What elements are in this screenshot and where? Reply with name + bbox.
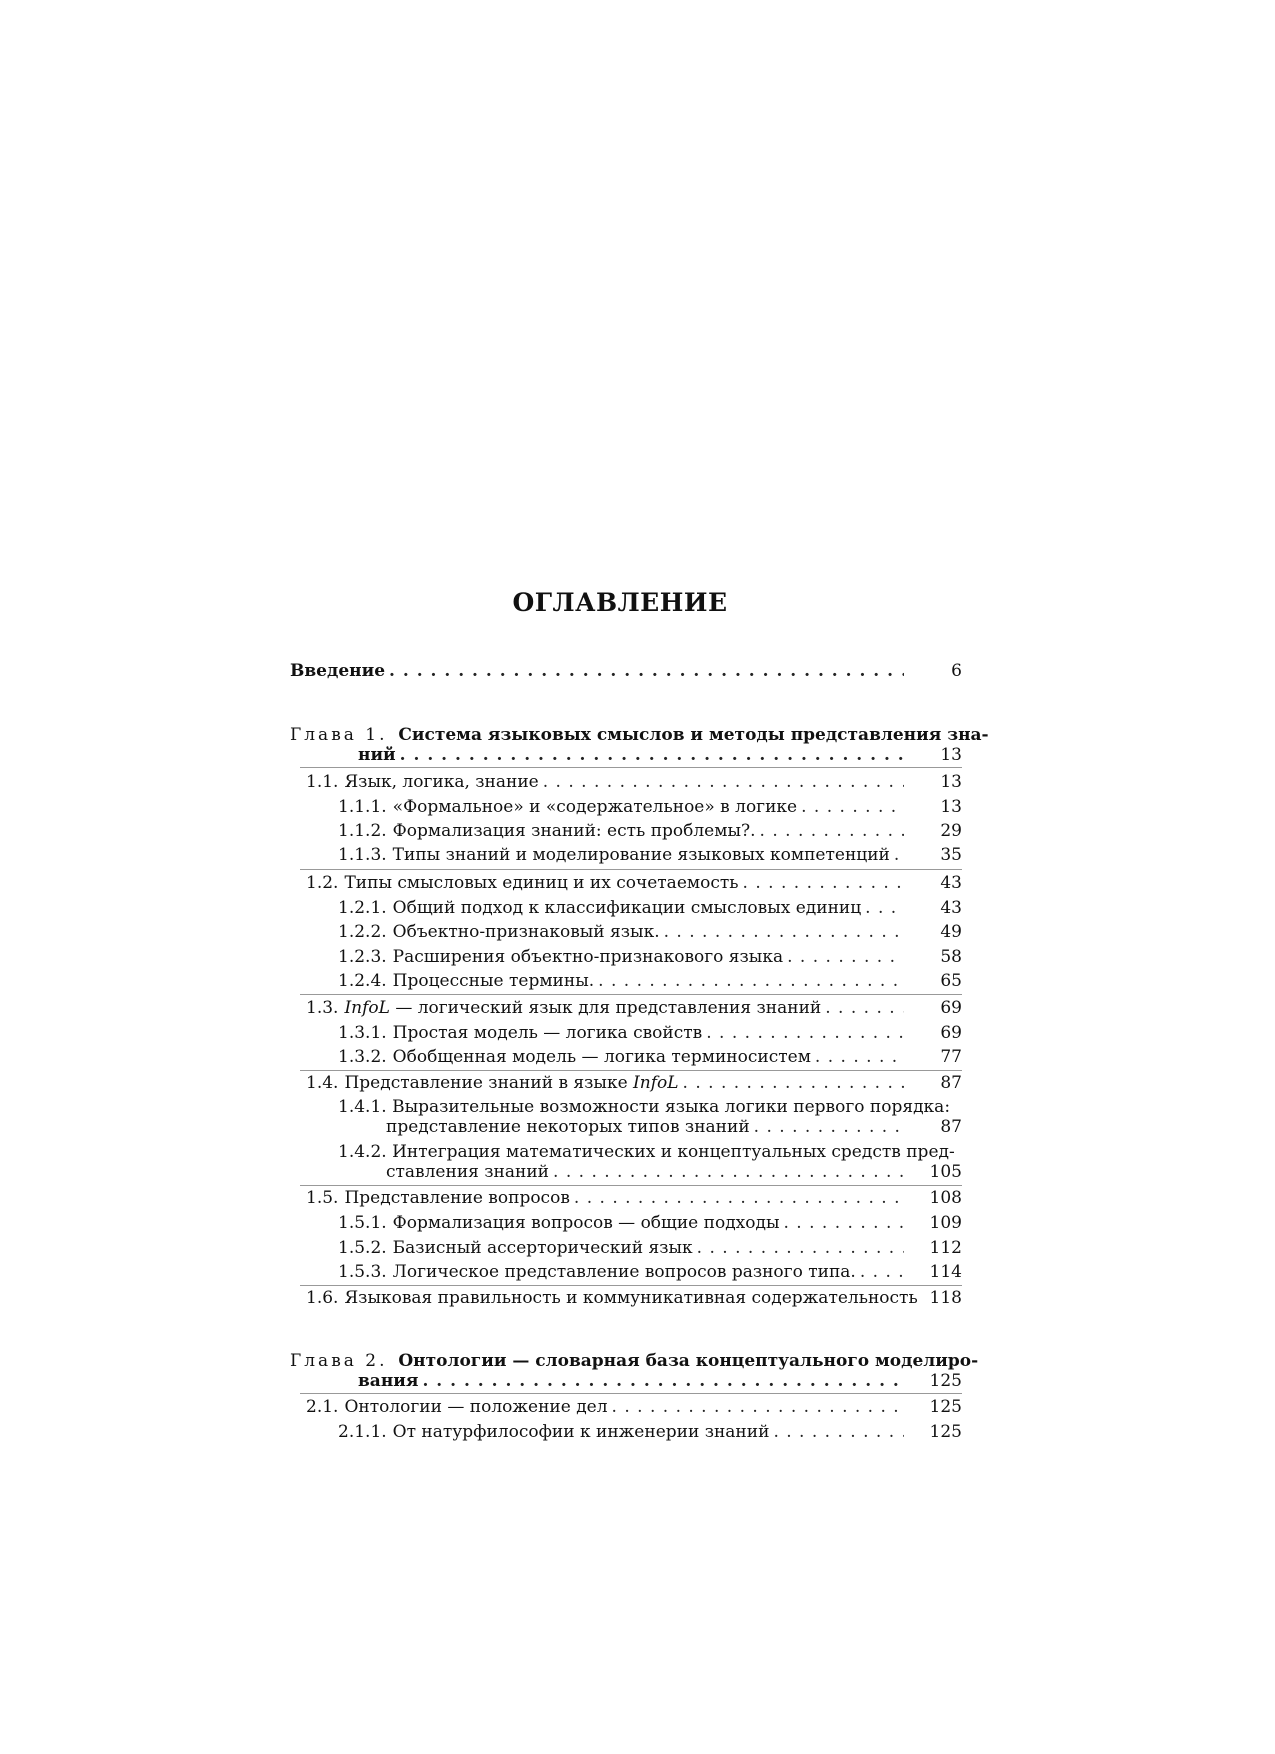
toc-entry-1-3-1[interactable]	[338, 1023, 962, 1043]
toc-page-number: 112	[929, 1238, 962, 1258]
section-title: Типы знаний и моделирование языковых компетенций	[392, 845, 890, 865]
divider	[300, 1393, 962, 1394]
section-number: 1.2.4.	[338, 971, 387, 991]
leader-dots	[612, 1397, 904, 1417]
divider	[300, 994, 962, 995]
leader-dots	[815, 1047, 904, 1067]
section-title: Объектно-признаковый язык.	[392, 922, 660, 942]
section-title	[344, 998, 821, 1018]
section-title: Языковая правильность и коммуникативная содержательность	[344, 1288, 918, 1308]
section-number: 1.1.	[306, 772, 339, 792]
section-title: Язык, логика, знание	[344, 772, 539, 792]
section-number: 1.1.3.	[338, 845, 387, 865]
toc-entry-2-1[interactable]	[306, 1397, 962, 1417]
chapter-title-line2: вания	[358, 1371, 419, 1391]
toc-page-number: 77	[940, 1047, 962, 1067]
leader-dots	[422, 1371, 904, 1391]
toc-entry-1-6[interactable]	[306, 1288, 962, 1308]
leader-dots	[787, 947, 904, 967]
leader-dots	[754, 1117, 904, 1137]
section-title: От натурфилософии к инженерии знаний	[392, 1422, 770, 1442]
toc-page-number: 13	[940, 772, 962, 792]
section-number: 1.4.	[306, 1073, 339, 1093]
toc-page-number: 69	[940, 998, 962, 1018]
toc-page-number: 65	[940, 971, 962, 991]
toc-entry-label: Введение	[290, 661, 386, 681]
section-title-rest: — логический язык для представления знаний	[389, 998, 822, 1018]
toc-page-number: 87	[940, 1073, 962, 1093]
leader-dots	[664, 922, 904, 942]
section-title: Общий подход к классификации смысловых единиц	[392, 898, 862, 918]
section-title: Представление вопросов	[344, 1188, 570, 1208]
leader-dots	[801, 797, 904, 817]
chapter-1-heading-line2[interactable]	[358, 745, 962, 765]
toc-entry-1-2-1[interactable]	[338, 898, 962, 918]
toc-page-number: 43	[940, 898, 962, 918]
toc-entry-1-1-1[interactable]	[338, 797, 962, 817]
toc-page-number: 114	[929, 1262, 962, 1282]
leader-dots	[400, 745, 904, 765]
leader-dots	[543, 772, 904, 792]
leader-dots	[773, 1422, 904, 1442]
toc-page-number: 13	[940, 797, 962, 817]
section-title	[344, 1073, 678, 1093]
chapter-2-heading-line2[interactable]	[358, 1371, 962, 1391]
section-title: «Формальное» и «содержательное» в логике	[392, 797, 798, 817]
toc-entry-1-4-1[interactable]	[386, 1117, 962, 1137]
toc-entry-1-2-4[interactable]	[338, 971, 962, 991]
toc-entry-1-4-1-line1[interactable]	[338, 1097, 950, 1117]
toc-page-number: 125	[929, 1422, 962, 1442]
chapter-title-line1: Онтологии — словарная база концептуального моделиро-	[398, 1351, 979, 1371]
toc-entry-1-4-2-line1[interactable]	[338, 1142, 955, 1162]
toc-entry-1-2-3[interactable]	[338, 947, 962, 967]
section-title: Формализация вопросов — общие подходы	[392, 1213, 780, 1233]
toc-page-number: 105	[929, 1162, 962, 1182]
divider	[300, 1285, 962, 1286]
toc-page-number: 108	[929, 1188, 962, 1208]
chapter-2-heading[interactable]	[290, 1351, 978, 1371]
toc-entry-1-5-2[interactable]	[338, 1238, 962, 1258]
leader-dots	[743, 873, 904, 893]
toc-page-number: 109	[929, 1213, 962, 1233]
section-number: 1.1.2.	[338, 821, 387, 841]
section-title: Процессные термины.	[392, 971, 595, 991]
section-title: представление некоторых типов знаний	[386, 1117, 750, 1137]
chapter-title-line2: ний	[358, 745, 396, 765]
section-number: 1.5.2.	[338, 1238, 387, 1258]
toc-entry-1-4-2[interactable]	[386, 1162, 962, 1182]
section-number: 1.2.2.	[338, 922, 387, 942]
section-number: 1.4.1.	[338, 1097, 387, 1117]
toc-entry-1-5[interactable]	[306, 1188, 962, 1208]
section-title: Онтологии — положение дел	[344, 1397, 608, 1417]
toc-page-number: 125	[929, 1371, 962, 1391]
page-title: ОГЛАВЛЕНИЕ	[512, 588, 728, 617]
section-number: 1.3.1.	[338, 1023, 387, 1043]
toc-page-number: 87	[940, 1117, 962, 1137]
toc-page-number: 29	[940, 821, 962, 841]
section-title-line1: Интеграция математических и концептуальных средств пред-	[392, 1142, 955, 1162]
leader-dots	[894, 845, 904, 865]
section-number: 2.1.	[306, 1397, 339, 1417]
section-title: Типы смысловых единиц и их сочетаемость	[344, 873, 739, 893]
toc-page-number: 69	[940, 1023, 962, 1043]
toc-entry-intro[interactable]	[290, 661, 962, 681]
leader-dots	[697, 1238, 904, 1258]
section-title: Логическое представление вопросов разного типа.	[392, 1262, 856, 1282]
toc-entry-1-3[interactable]	[306, 998, 962, 1018]
toc-page-number: 118	[929, 1288, 962, 1308]
toc-page-number: 125	[929, 1397, 962, 1417]
section-number: 1.3.2.	[338, 1047, 387, 1067]
section-title-italic: InfoL	[344, 998, 390, 1018]
toc-entry-1-1-3[interactable]	[338, 845, 962, 865]
toc-page-number: 58	[940, 947, 962, 967]
section-number: 1.2.	[306, 873, 339, 893]
toc-entry-1-2[interactable]	[306, 873, 962, 893]
toc-page-number: 13	[940, 745, 962, 765]
section-number: 1.5.3.	[338, 1262, 387, 1282]
section-number: 1.1.1.	[338, 797, 387, 817]
leader-dots	[865, 898, 904, 918]
section-title: Простая модель — логика свойств	[392, 1023, 703, 1043]
leader-dots	[760, 821, 904, 841]
section-number: 1.2.3.	[338, 947, 387, 967]
divider	[300, 1185, 962, 1186]
section-title: Формализация знаний: есть проблемы?.	[392, 821, 756, 841]
section-title: Базисный ассерторический язык	[392, 1238, 693, 1258]
toc-entry-1-1[interactable]	[306, 772, 962, 792]
divider	[300, 767, 962, 768]
toc-entry-1-3-2[interactable]	[338, 1047, 962, 1067]
chapter-prefix: Глава 2.	[290, 1351, 388, 1371]
section-number: 1.4.2.	[338, 1142, 387, 1162]
section-title-rest: Представление знаний в языке	[344, 1073, 634, 1093]
toc-page-number: 49	[940, 922, 962, 942]
leader-dots	[598, 971, 904, 991]
toc-entry-1-2-2[interactable]	[338, 922, 962, 942]
section-title: Расширения объектно-признакового языка	[392, 947, 784, 967]
leader-dots	[574, 1188, 904, 1208]
toc-entry-1-5-1[interactable]	[338, 1213, 962, 1233]
section-title-italic: InfoL	[633, 1073, 679, 1093]
toc-entry-2-1-1[interactable]	[338, 1422, 962, 1442]
section-number: 1.6.	[306, 1288, 339, 1308]
divider	[300, 869, 962, 870]
section-title: ставления знаний	[386, 1162, 550, 1182]
toc-entry-1-1-2[interactable]	[338, 821, 962, 841]
section-number: 1.5.1.	[338, 1213, 387, 1233]
toc-entry-1-5-3[interactable]	[338, 1262, 962, 1282]
section-title: Обобщенная модель — логика терминосистем	[392, 1047, 811, 1067]
toc-page-number: 6	[951, 661, 962, 681]
leader-dots	[389, 661, 904, 681]
toc-entry-1-4[interactable]	[306, 1073, 962, 1093]
section-number: 2.1.1.	[338, 1422, 387, 1442]
section-number: 1.3.	[306, 998, 339, 1018]
leader-dots	[784, 1213, 905, 1233]
leader-dots	[553, 1162, 904, 1182]
chapter-title-line1: Система языковых смыслов и методы представления зна-	[398, 725, 989, 745]
section-number: 1.5.	[306, 1188, 339, 1208]
toc-page-number: 43	[940, 873, 962, 893]
section-number: 1.2.1.	[338, 898, 387, 918]
leader-dots	[825, 998, 904, 1018]
chapter-1-heading[interactable]	[290, 725, 989, 745]
section-title-line1: Выразительные возможности языка логики первого порядка:	[392, 1097, 951, 1117]
divider	[300, 1070, 962, 1071]
toc-page-number: 35	[940, 845, 962, 865]
leader-dots	[860, 1262, 904, 1282]
leader-dots	[706, 1023, 904, 1043]
leader-dots	[683, 1073, 904, 1093]
chapter-prefix: Глава 1.	[290, 725, 388, 745]
